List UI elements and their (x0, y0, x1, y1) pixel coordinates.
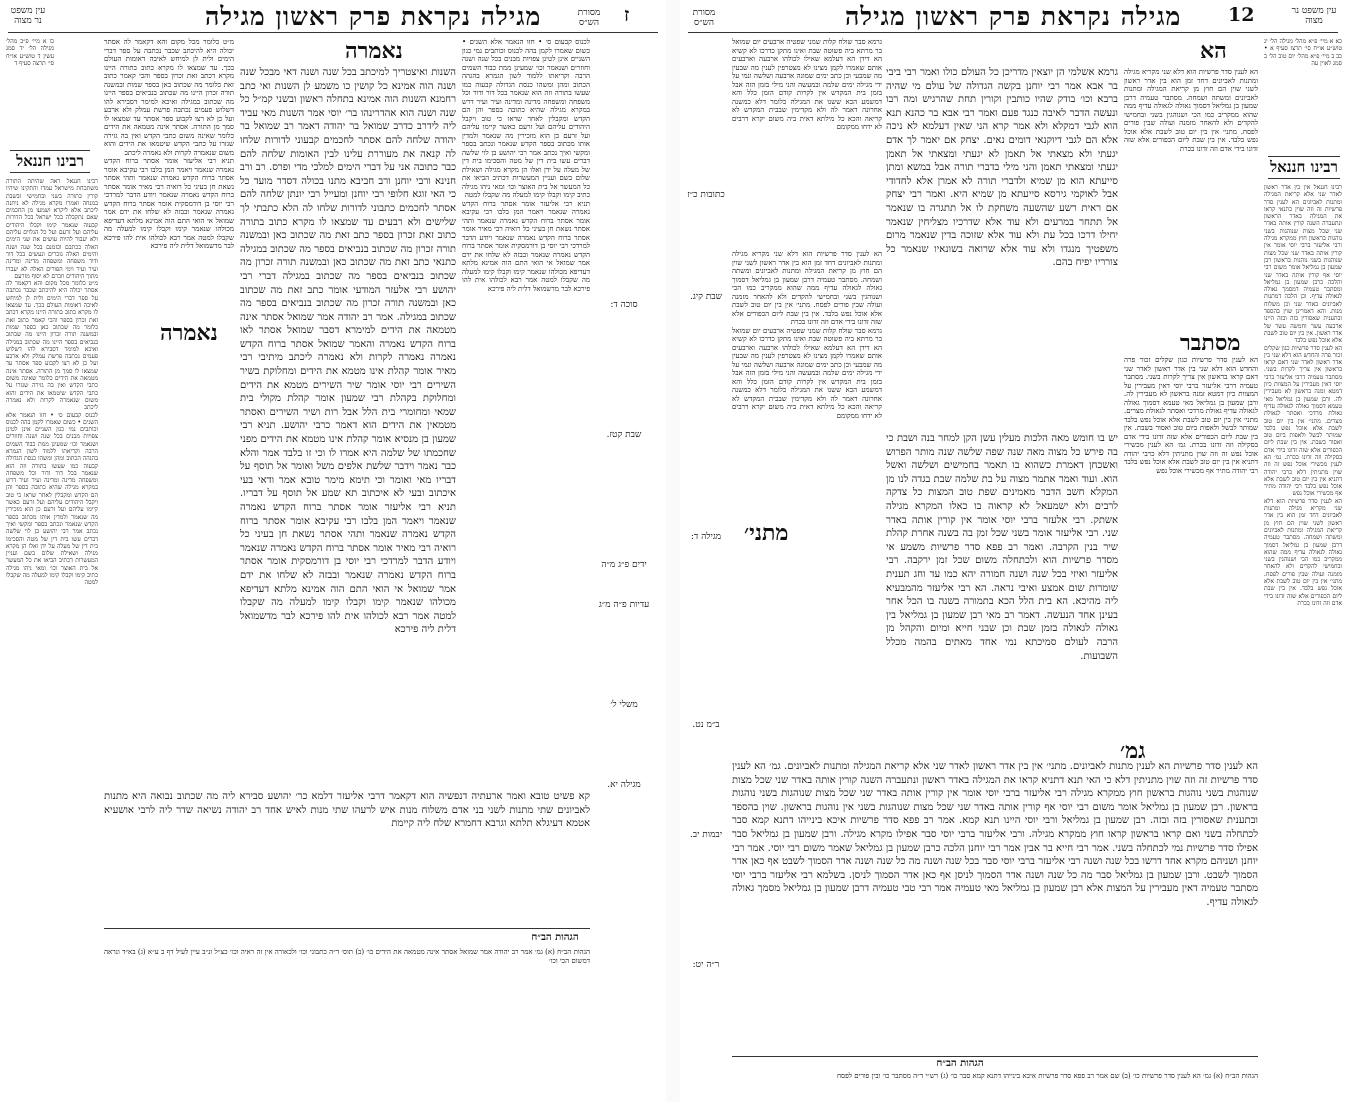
right-rashi-top-text: הא לענין סדר פרשיות הוא דלא שני מקריא מגילה ומתנות לאביונים דחד זמן הוא בין אדר ראשון לשני שוין הם חוץ מן קריאת המגילה ומתנות לאביונים ומשתה ושמחה. מסתבר טעמיה דרבן שמעון בן גמליאל דסמוך גאולה לגאולה עדיף ממה שהוא ממקריב כמו הכי ושנוהגין בשני ובחמישי להקדים ולא להאחר מזמנה ועולה שבין פורים לפסח. מתני׳ אין בין יום טוב לשבת אלא אוכל נפש בלבד. אין בין שבת ליום הכפורים אלא שזה זדונו בידי אדם וזה זדונו בכרת (1124, 68, 1258, 153)
right-page-number: 12 (1228, 4, 1255, 26)
left-footnote-rule (104, 928, 590, 929)
left-hagahot-label: הגהות הב״ח (531, 932, 579, 943)
right-rabbenu-column (1264, 184, 1342, 1064)
left-main-gemara (240, 66, 456, 706)
right-bottom-gemara (732, 760, 1258, 1050)
left-outer-commentary (104, 38, 234, 543)
left-bottom-gemara-text: קא פשיט טובא ואמר ארעתיה דנפשיה הוא דקאמר דרבי אליעזר דלמא כר׳ יהושע סבירא ליה מה שכתוב נבואה היא מתנות לאביונים שתי מתנות לשני בני אדם משלוח מנות איש לרעהו שתי מנות לאיש אחד רב יהודה נשיאה שדר ליה לרבי אושעיא אטמא דעיגלא תלתא וגרבא דחמרא שלח ליה קיימת (104, 791, 590, 830)
left-inner-commentary (462, 38, 590, 738)
left-mesoret-label: מסורת הש״ס (577, 8, 601, 28)
left-outer-commentary-text: מ״ט כלומר מכל מקום והא דקאמר לה אסתר יכולה היא להיכתב שכבר נכתבה על ספר דברי הימים ולית לן למיחש לאיבה דאומות העולם בכך. עד שמצאו לו מקרא כתוב בתורה היינו מקרא דכתב זאת זכרון בספר והכי קאמר כתוב זאת כלומר מה שכתוב כאן בספר שמות ובמשנה תורה זכרון היינו מה שכתוב בנביאים בספר היינו מה שכתוב במגילה ואיכא למימר דסבירא להו דשלוש פעמים נכתבה פרשת עמלק ולא ארבע ועל כן לא רצו לקבוע ספר אסתר עד שמצאו לו סמך מן התורה. אסתר אינה מטמאה את הידים כלומר שאינה משום כתבי הקדש ואין בה גזירה שגזרו על כתבי הקדש שיטמאו את הידים והוא משום שנאמרה לקרות ולא נאמרה ליכתב (104, 38, 234, 157)
right-rabbenu-text-cont: הא לענין סדר פרשיות כגון שקלים זכור פרה והחדש הוא דלא שני בין אדר ראשון לאדר שני דאם קראו בראשון אין צריך לקרות בשני. מסתבר טעמיה דרבי אליעזר ברבי יוסי דאין מעבירין על המצוות כיון דמטא זמנה בראשון לא מעבירין לה. ורבן שמעון בן גמליאל מאי טעמא דסמוך גאולה לגאולה עדיף גאולת מרדכי ואסתר לגאולת מצרים. מתני׳ אין בין יום טוב לשבת אלא אוכל נפש בלבד שמותר לבשל ולאפות ביום טוב ואסור בשבת. אין בין שבת ליום הכפורים אלא שזה זדונו בידי אדם בסקילה וזה זדונו בכרת. גמ׳ הא לענין מכשירי אוכל נפש זה וזה שוין מתניתין דלא כרבי יהודה דתניא אין בין יום טוב לשבת אלא אוכל נפש בלבד רבי יהודה מתיר אף מכשירי אוכל נפש (1264, 344, 1342, 498)
left-rabbenu-text-cont2: לכנוס קבעום ס׳ • חזו הנאמר אלא השנים • כשום שאמרו לקמן בהה לכנוס וכותבים נמי כגון השניים אינן לטינן צפויות מבנים בכל שנה ושנה וחוזרים ושנאמר וכו׳ שמעינן ממת כבוד השמים הרבה וקריאתו ללמוד לשון הגמרא בהגהה הכתוב ומהן ומשהו כנסת הגדולה קבעוה כמו שעשו בתורה וזה הוא שנאמר בכל דור ודור וכל משפחה ומשפחה מדינה ומדינה ועיר ועיר דרש במקרא מגילה שהיא כתובה בספר והן הם הקדש ומקבלין לאחר שראו כי טוב ויקבל היהודים עליהם ועל זרעם כאשר קיימו עליהם ועל זרעם כן הוא מזכירין מה שנאמר ולמדין אותו מכתוב בספר הקדש שנאמר ונכתב בספר ומקשי ואיך נכתב אמר רבי יהושע בן לוי שלשה דברים עשו בית דין של מטה והסכימו בית דין של מעלה על ידן ואלו הן מקרא מגילה ושאילת שלום בשם ועניין המעשרות דכתיב הביאו את כל המעשר אל בית האוצר וכו׳ ומאי ניהו מגילה כתיב קימו וקבלו קימו למעלה מה שקבלו למטה (6, 411, 98, 587)
right-margin-ref-6: ר״ה יט: (692, 960, 720, 970)
left-header-rule (8, 32, 658, 33)
right-rashi-top (1124, 68, 1258, 328)
left-main-gemara-text: השנות ואיצטריך למיכתב בכל שנה ושנה דאי מבכל שנה ושנה הוה אמינא כל קושין כו משמע לן השנות ואי כתב רחמנא השנות הוה אמינא בתחלה ראשון ובשני קמ״ל כל שנה ושנה הוא אהדרינהו בר׳ יוסי אמר השנות מאי עביד ליה לידרב כדרב שמואל בר יהודה דאמר רב שמואל בר יהודה שלחה להם אסתר לחכמים קבעוני לדורות שלחו לה קנאה את מעוררת עלינו לבין האומות שלחה להם כבר כתובה אני על דברי הימים למלכי מדי ופרס. רב ורב חנינא ורבי יוחנן ורב חביבא מתנו בכולה דסדר מועד כל כי האי זוגא חלופי רבי יוחנן ומעייל רבי יונתן שלחה להם אסתר לחכמים כתבוני לדורות שלחו לה הלא כתבתי לך שלישים ולא רבעים עד שמצאו לו מקרא כתוב בתורה כתוב זאת זכרון בספר כתב זאת מה שכתוב כאן ובמשנה תורה זכרון מה שכתוב בנביאים בספר מה שכתוב במגילה כתנאי כתב זאת מה שכתוב כאן ובמשנה תורה זכרון מה שכתוב בנביאים בספר מה שכתוב במגילה דברי רבי יהושע רבי אלעזר המודעי אומר כתב זאת מה שכתוב כאן ובמשנה תורה זכרון מה שכתוב בנביאים בספר מה שכתוב במגילה. אמר רב יהודה אמר שמואל אסתר אינה מטמאה את הידים למימרא דסבר שמואל אסתר לאו ברוח הקדש נאמרה והאמר שמואל אסתר ברוח הקדש נאמרה נאמרה לקרות ולא נאמרה ליכתב מיתיבי רבי מאיר אומר קהלת אינו מטמא את הידים ומחלוקת בשיר השירים רבי יוסי אומר שיר השירים מטמא את הידים ומחלוקת בקהלת רבי שמעון אומר קהלת מקולי בית שמאי ומחומרי בית הלל אבל רות ושיר השירים ואסתר מטמאין את הידים הוא דאמר כרבי יהושע. תניא רבי שמעון בן מנסיא אומר קהלת אינו מטמא את הידים מפני שחכמתו של שלמה היא אמרו לו וכי זו בלבד אמר והלא כבר נאמר וידבר שלשת אלפים משל ואומר אל תוסף על דבריו מאי ואומר וכי תימא מימר טובא אמר ודאי בעי איכתוב ובעי לא איכתוב תא שמע אל תוסף על דבריו. תניא רבי אליעזר אומר אסתר ברוח הקדש נאמרה שנאמר ויאמר המן בלבו רבי עקיבא אומר אסתר ברוח הקדש נאמרה שנאמר ותהי אסתר נשאת חן בעיני כל רואיה רבי מאיר אומר אסתר ברוח הקדש נאמרה שנאמר ויודע הדבר למרדכי רבי יוסי בן דורמסקית אומר אסתר ברוח הקדש נאמרה שנאמר ובבזה לא שלחו את ידם אמר שמואל אי הואי התם הוה אמינא מלתא דעדיפא מכולהו שנאמר קימו וקבלו קימו למעלה מה שקבלו למטה אמר רבא לכולהו אית להו פירכא לבר מדשמואל דלית ליה פירכא (240, 67, 456, 636)
right-inner-commentary-top-text: גרמא סבר שולח קלות שמני שפטיה ארבעים יום שמואל בר מרתא ביה פשוטה שבת ואינו מתקן כדרכו לא קשיא הא דידן הא דעלמא שאילו לכולהו ארבעה וארבעים אותם שאמרו לקמן מצינו לא מצטרפין לענין מה שבעין מה שמבעי וכן כתב ימים שמונה ארבעה ושלשה ונמי על ידי מגילה ימים שלמה ובמעשה והני מילי בזמן הזה אבל בזמן בית המקדש אין לקרות קודם הזמן כלל והא דמשמע הכא ששנו את המגילה כלומר דלא כמשנה אחרונה דאמר לה ולא מקדימין שבבית המקדש לא קריאה והכא כל מילתא דאית ביה משום יקרא דרבים לא ידחו ממקומם (732, 38, 882, 131)
left-inner-commentary-text-2: תניא רבי אליעזר אומר אסתר ברוח הקדש נאמרה שנאמר ויאמר המן בלבו רבי עקיבא אומר אסתר ברוח הקדש נאמרה שנאמר ותהי אסתר נשאת חן בעיני כל רואיה רבי מאיר אומר אסתר ברוח הקדש נאמרה שנאמר ויודע הדבר למרדכי רבי יוסי בן דורמסקית אומר אסתר ברוח הקדש נאמרה שנאמר ובבזה לא שלחו את ידם אמר שמואל אי הואי התם הוה אמינא מלתא דעדיפא מכולהו שנאמר קימו וקבלו קימו למעלה מה שקבלו למטה אמר רבא לכולהו אית להו פירכא לבר מדשמואל דלית ליה פירכא (462, 199, 590, 293)
right-margin-ref-4: ב״מ נט. (692, 720, 720, 730)
right-inner-commentary-mid-text: הא לענין סדר פרשיות הוא דלא שני מקריא מגילה ומתנות לאביונים דחד זמן הוא בין אדר ראשון לשני שוין הם חוץ מן קריאת המגילה ומתנות לאביונים ומשתה ושמחה. מסתבר טעמיה דרבן שמעון בן גמליאל דסמוך גאולה לגאולה עדיף ממה שהוא ממקריב כמו הכי ושנוהגין בשני ובחמישי להקדים ולא להאחר מזמנה ועולה שבין פורים לפסח. מתני׳ אין בין יום טוב לשבת אלא אוכל נפש בלבד. אין בין שבת ליום הכפורים אלא שזה זדונו בידי אדם וזה זדונו בכרת (732, 250, 882, 326)
right-inner-commentary-mid (732, 250, 882, 670)
left-margin-ref-5: משלי ל׳ (610, 700, 638, 710)
right-lead-word: הא (1200, 38, 1227, 64)
left-lead-word: נאמרה (345, 38, 403, 64)
right-page-header (680, 0, 1346, 40)
right-rabbenu-text-cont2: הא לענין סדר פרשיות הוא דלא שני מקריא מגילה ומתנות לאביונים דחד זמן הוא בין אדר ראשון לשני שוין הם חוץ מן קריאת המגילה ומתנות לאביונים ומשתה ושמחה. מסתבר טעמיה דרבן שמעון בן גמליאל דסמוך גאולה לגאולה עדיף ממה שהוא ממקריב כמו הכי ושנוהגין בשני ובחמישי להקדים ולא להאחר מזמנה ועולה שבין פורים לפסח. מתני׳ אין בין יום טוב לשבת אלא אוכל נפש בלבד. אין בין שבת ליום הכפורים אלא שזה זדונו בידי אדם וזה זדונו בכרת (1264, 497, 1342, 607)
right-margin-ref-3: מגילה ד: (690, 532, 722, 542)
right-hagahot-label: הגהות הב״ח (936, 1058, 984, 1069)
left-rabbenu-text-cont: מ״ט כלומר מכל מקום והא דקאמר לה אסתר יכולה היא להיכתב שכבר נכתבה על ספר דברי הימים ולית לן למיחש לאיבה דאומות העולם בכך. עד שמצאו לו מקרא כתוב בתורה היינו מקרא דכתב זאת זכרון בספר והכי קאמר כתוב זאת כלומר מה שכתוב כאן בספר שמות ובמשנה תורה זכרון היינו מה שכתוב בנביאים בספר היינו מה שכתוב במגילה ואיכא למימר דסבירא להו דשלוש פעמים נכתבה פרשת עמלק ולא ארבע ועל כן לא רצו לקבוע ספר אסתר עד שמצאו לו סמך מן התורה. אסתר אינה מטמאה את הידים כלומר שאינה משום כתבי הקדש ואין בה גזירה שגזרו על כתבי הקדש שיטמאו את הידים והוא משום שנאמרה לקרות ולא נאמרה ליכתב (6, 280, 98, 412)
left-margin-ref-3: ידים פ״ג מ״ה (601, 560, 647, 570)
left-rabbenu-column (6, 178, 98, 958)
left-footnote-text: הגהות הב״ח (א) גמ׳ אמר רב יהודה אמר שמואל אסתר אינה מטמאה את הידים כו׳ (ב) תוס׳ ד״ה כתבוני וכו׳ ולכאורה אין זה ראיה וכו׳ כצ״ל ונ״ב עיין לעיל דף ב ע״א (ג) בא״ד ונראה דמשום הכי וכו׳ (104, 948, 590, 965)
right-upper-gemara-text: גרמא אשלמי הן יוצאין מדריכן כל העולם כולו ואמר רבי ביבי בר אבא אמר רבי יוחנן בקשה הגדולה של עולם מי שהיה ברבא וכו׳ בודק שהיו כותבין וקורין תחת שהרגיש ומה רבו ונעשה הדבר לאיבה כנגד פעם ואמר רבי אבא בר כהנא תנא הוא לגבי דמקלא ולא אמר קרא הני שאין דעלמא לא ניכה אלא הם לגבי דיוקנאי דומים נאים. יצחק אם יאמר לך אדם יגעתי ולא מצאתי אל תאמן לא יגעתי ומצאתי אל תאמן יגעתי ומצאתי תאמן והני מילי בדברי תורה אבל במשא ומתן סייעתא הוא מן שמיא ולדברי תורה לא אמרן אלא לחדודי אבל לאוקמי גירסא סייעתא מן שמיא היא. ואמר רבי יצחק אם ראית רשע שהשעה משחקת לו אל תתגרה בו שנאמר אל תתחר במרעים ולא עוד אלא שדרכיו מצליחין שנאמר יחילו דרכו בכל עת ולא עוד אלא שזוכה בדין שנאמר מרום משפטיך מנגדו ולא עוד אלא שרואה בשונאיו שנאמר כל צורריו יפיח בהם. (886, 67, 1118, 269)
right-margin-ref-2: שבת קיג. (689, 292, 723, 302)
left-bottom-gemara (104, 790, 590, 920)
right-header-rule (688, 32, 1338, 33)
right-rabbenu-text: רבינו חננאל אין בין אדר ראשון לאדר שני אלא קריאת המגילה ומתנות לאביונים הא לענין סדר פרשיות זה וזה שוין כתנאי קראו את המגילה באדר הראשון ונתעברה השנה קורין אותה באדר שני שכל מצות שנוהגות בשני נוהגות בראשון חוץ ממקרא מגילה ורבי אליעזר ברבי יוסי אומר אין קורין אותה באדר שני שכל מצות שנוהגות בשני נוהגות בראשון רבן שמעון בן גמליאל אומר משום רבי יוסי אף קורין אותה באדר שני והלכה כרבן שמעון בן גמליאל ומסתבר טעמיה דמסמך גאולה לגאולה עדיף. וכן הלכה דמתנות לאביונים באדר שני וכן משלוח מנות. והא דאמרינן שוין בהספד ובתענית שאסורין בזה ובזה היינו ארבעה עשר וחמשה עשר של אדר ראשון. אין בין יום טוב לשבת אלא אוכל נפש בלבד (1264, 184, 1342, 345)
left-margin-ref-1: סוכה ד: (610, 300, 638, 310)
right-margin-ref-5: יבמות יב. (689, 830, 723, 840)
right-inner-commentary-top (732, 38, 882, 243)
right-middle-gemara (886, 432, 1118, 732)
right-middle-gemara-text: יש בו חומש מאה הלכות מעלין עשן הקן למחר בנה ושבת כי בה פירש כל מצוה מאה שנה שפה שלשה שנה מותר הפרוש ואשכחן דאמרת כשהוא בו תאמר בחמישים ושלשה ואשל הוא. ועוד ואמר אתמר מצוה על בת שלמה שבת בגדה לנו מן המקלא חשב הדבר מאמינים שפת טוב המצות כל צדקה לרבים ולא ישמעאל לא קראוה בו כאלו המקרא מגילה אשתק. רבי אלעזר ברבי יוסי אומר אין קורין אותה באדר שני. רבי אליעזר אומר בשני שכל זמן בה בשנה אחרת קהלת שיר בנין הקרבה. ואמר רב פפא סדר פרשיות משמע אי מסדר פרשיות הוא ולכתחלה משום שכל זמן ירקבה. רבי אליעזר ואיזי בכל שנה ושנה חמורה יהא כמו עד וחג תענית שומרות שום אמצע ואיבי נראה. הא רבי אליעזר מהמבעיא ליה מהיכא. הא בית הלל הכא בתמורה בשנה בו הכל אחר בעינן אחד הנעשה. דאמר רב מאי רבן שמעון בן גמליאל בין גאולה לגאולה בזמן שבת וכן שבני חייא ומיום והקהל מן הרבה לעולם סמיכתא נמי אחד מאתים בהמה מכלל השבועות. (886, 433, 1118, 662)
right-ein-mishpat-label: עין משפט נר מצוה (1291, 6, 1337, 26)
right-lead-word-3: מתני׳ (744, 520, 789, 546)
left-running-title: מגילה נקראת פרק ראשון מגילה (205, 2, 542, 31)
left-lead-word-outer: נאמרה (160, 320, 218, 346)
left-outer-commentary-text-2: תניא רבי אליעזר אומר אסתר ברוח הקדש נאמרה שנאמר ויאמר המן בלבו רבי עקיבא אומר אסתר ברוח הקדש נאמרה שנאמר ותהי אסתר נשאת חן בעיני כל רואיה רבי מאיר אומר אסתר ברוח הקדש נאמרה שנאמר ויודע הדבר למרדכי רבי יוסי בן דורמסקית אומר אסתר ברוח הקדש נאמרה שנאמר ובבזה לא שלחו את ידם אמר שמואל אי הואי התם הוה אמינא מלתא דעדיפא מכולהו שנאמר קימו וקבלו קימו למעלה מה שקבלו למטה אמר רבא לכולהו אית להו פירכא לבר מדשמואל דלית ליה פירכא (104, 157, 234, 250)
right-rashi-lower (1124, 356, 1258, 728)
right-bottom-gemara-text: הא לענין סדר פרשיות הא לענין מתנות לאביונים. מתני׳ אין בין אדר ראשון לאדר שני אלא קריאת המגילה ומתנות לאביונים. גמ׳ הא לענין סדר פרשיות זה וזה שוין מתניתין דלא כי האי תנא דתניא קראו את המגילה באדר ראשון ונתעברה השנה קורין אותה באדר שני שכל מצות שנוהגות בשני נוהגות בראשון חוץ ממקרא מגילה רבי אליעזר ברבי יוסי אומר אין קורין אותה באדר שני שכל מצות שנוהגות בשני נוהגות בראשון. רבן שמעון בן גמליאל אומר משום רבי יוסי אף קורין אותה באדר שני שכל מצות שנוהגות בשני אין נוהגות בראשון. שוין בהספד ובתענית שאסורין בזה ובזה. רבן שמעון בן גמליאל ורבי יוסי היינו תנא קמא. אמר רב פפא סדר פרשיות איכא בינייהו דתנא קמא סבר לכתחלה בשני ואם קראו בראשון קראו חוץ ממקרא מגילה. ורבי אליעזר ברבי יוסי סבר אפילו מקרא מגילה. ורבן שמעון בן גמליאל סבר אפילו סדר פרשיות נמי לכתחלה בשני. אמר רבי חייא בר אבין אמר רבי יוחנן הלכה כרבן שמעון בן גמליאל שאמר משום רבי יוסי. אמר רבי יוחנן ושניהם מקרא אחד דרשו בכל שנה ושנה רבי אליעזר ברבי יוסי סבר בכל שנה ושנה מה כל שנה ושנה אדר הסמוך לשבט אף כאן אדר הסמוך לשבט. ורבן שמעון בן גמליאל סבר מה כל שנה ושנה אדר הסמוך לניסן אף כאן אדר הסמוך לניסן. בשלמא רבי אליעזר ברבי יוסי מסתבר טעמיה דאין מעבירין על המצות אלא רבן שמעון בן גמליאל מאי טעמיה אמר רבי טבי טעמיה דרבן שמעון בן גמליאל מסמך גאולה לגאולה עדיף. (732, 761, 1258, 908)
right-footnote-rule (732, 1056, 1258, 1057)
left-page-header (0, 0, 666, 40)
right-footnote-text: הגהות הב״ח (א) גמ׳ הא לענין סדר פרשיות כו׳ (ב) שם אמר רב פפא סדר פרשיות איכא בינייהו דתנא קמא סבר כו׳ (ג) רש״י ד״ה מסתבר כו׳ ובין פורים לפסח (836, 1072, 1258, 1080)
right-corner-notes-text: כא א מיי׳ פ״א מהל׳ מגילה הל׳ יג טוש״ע או״ח סי׳ תרצז סעיף א • כב ב מיי׳ פ״א מהל׳ יום טוב הל׳ ב סמג לאוין עה (1264, 38, 1342, 67)
right-upper-gemara (886, 66, 1118, 426)
right-inner-commentary-mid-text-2: גרמא סבר שולח קלות שמני שפטיה ארבעים יום שמואל בר מרתא ביה פשוטה שבת ואינו מתקן כדרכו לא קשיא הא דידן הא דעלמא שאילו לכולהו ארבעה וארבעים אותם שאמרו לקמן מצינו לא מצטרפין לענין מה שבעין מה שמבעי וכן כתב ימים שמונה ארבעה ושלשה ונמי על ידי מגילה ימים שלמה ובמעשה והני מילי בזמן הזה אבל בזמן בית המקדש אין לקרות קודם הזמן כלל והא דמשמע הכא ששנו את המגילה כלומר דלא כמשנה אחרונה דאמר לה ולא מקדימין שבבית המקדש לא קריאה והכא כל מילתא דאית ביה משום יקרא דרבים לא ידחו ממקומם (732, 326, 882, 420)
right-corner-notes (1264, 38, 1342, 148)
left-margin-ref-4: עדיות פ״ה מ״ג (598, 600, 650, 610)
left-page (0, 0, 666, 1102)
left-inner-commentary-text: לכנוס קבעום ס׳ • חזו הנאמר אלא השנים • כשום שאמרו לקמן בהה לכנוס וכותבים נמי כגון השניים אינן לטינן צפויות מבנים בכל שנה ושנה וחוזרים ושנאמר וכו׳ שמעינן ממת כבוד השמים הרבה וקריאתו ללמוד לשון הגמרא בהגהה הכתוב ומהן ומשהו כנסת הגדולה קבעוה כמו שעשו בתורה וזה הוא שנאמר בכל דור ודור וכל משפחה ומשפחה מדינה ומדינה ועיר ועיר דרש במקרא מגילה שהיא כתובה בספר והן הם הקדש ומקבלין לאחר שראו כי טוב ויקבל היהודים עליהם ועל זרעם כאשר קיימו עליהם ועל זרעם כן הוא מזכירין מה שנאמר ולמדין אותו מכתוב בספר הקדש שנאמר ונכתב בספר ומקשי ואיך נכתב אמר רבי יהושע בן לוי שלשה דברים עשו בית דין של מטה והסכימו בית דין של מעלה על ידן ואלו הן מקרא מגילה ושאילת שלום בשם ועניין המעשרות דכתיב הביאו את כל המעשר אל בית האוצר וכו׳ ומאי ניהו מגילה כתיב קימו וקבלו קימו למעלה מה שקבלו למטה (462, 38, 590, 199)
left-margin-ref-6: מגילה יא. (607, 780, 641, 790)
left-footnote (104, 948, 590, 988)
right-footnote (732, 1072, 1258, 1098)
right-running-title: מגילה נקראת פרק ראשון מגילה (845, 2, 1182, 31)
left-corner-notes (6, 38, 54, 138)
right-page (680, 0, 1346, 1102)
left-rabbenu-heading: רבינו חננאל (10, 150, 90, 173)
right-lead-word-2: מסתבר (1180, 330, 1241, 356)
right-lead-word-4: גמ׳ (1120, 738, 1146, 764)
right-rashi-lower-text: הא לענין סדר פרשיות כגון שקלים זכור פרה והחדש הוא דלא שני בין אדר ראשון לאדר שני דאם קראו בראשון אין צריך לקרות בשני. מסתבר טעמיה דרבי אליעזר ברבי יוסי דאין מעבירין על המצוות כיון דמטא זמנה בראשון לא מעבירין לה. ורבן שמעון בן גמליאל מאי טעמא דסמוך גאולה לגאולה עדיף גאולת מרדכי ואסתר לגאולת מצרים. מתני׳ אין בין יום טוב לשבת אלא אוכל נפש בלבד שמותר לבשל ולאפות ביום טוב ואסור בשבת. אין בין שבת ליום הכפורים אלא שזה זדונו בידי אדם בסקילה וזה זדונו בכרת. גמ׳ הא לענין מכשירי אוכל נפש זה וזה שוין מתניתין דלא כרבי יהודה דתניא אין בין יום טוב לשבת אלא אוכל נפש בלבד רבי יהודה מתיר אף מכשירי אוכל נפש (1124, 356, 1258, 475)
left-ein-mishpat-label: עין משפט נר מצוה (10, 6, 46, 26)
left-margin-ref-2: שבת קטז. (606, 430, 642, 440)
left-corner-notes-text: כו א מיי׳ פ״ב מהל׳ מגילה הל׳ יד סמג עשין ד טוש״ע או״ח סי׳ תרצה סעיף ד (6, 38, 54, 67)
right-rabbenu-heading: רבינו חננאל (1268, 156, 1340, 179)
left-page-number: ז (624, 4, 630, 26)
right-mesoret-label: מסורת הש״ס (692, 8, 716, 28)
right-margin-ref-1: כתובות כ״ז (687, 190, 725, 200)
center-gutter (666, 0, 680, 1102)
left-rabbenu-text: רבינו חננאל ראה שהיתה התורה משתכחת מישראל עמדו והתקינו שיהיו קורין בתורה בשני ובחמישי ובשבת במנחה ואמרו מקרא מגילה לא ניתנה ליכתב אלא ליקרא ושמעו מן החכמים שאם נתקבלה בכל ישראל בכל הדורות קבעוה שנאמר קימו וקבלו היהודים עליהם ועל זרעם ועל כל הנלוים עליהם ולא יעבור להיות עושים את שני הימים האלה ככתבם וכזמנם בכל שנה ושנה והימים האלה נזכרים ונעשים בכל דור ודור משפחה ומשפחה מדינה ומדינה ועיר ועיר וימי הפורים האלה לא יעברו מתוך היהודים וזכרם לא יסוף מזרעם (6, 178, 98, 280)
